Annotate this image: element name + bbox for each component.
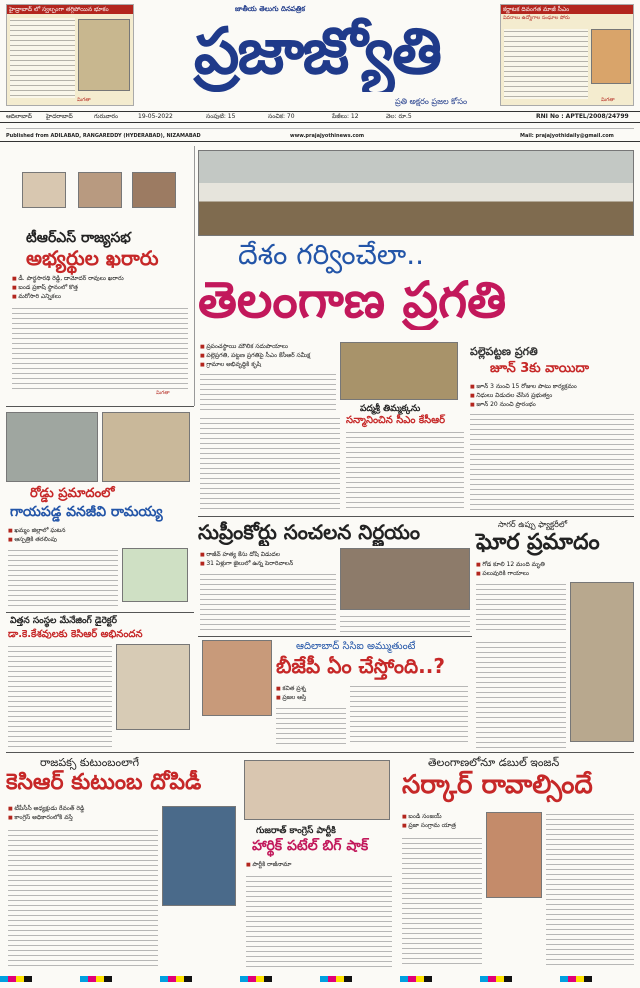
bandi-photo bbox=[486, 812, 542, 898]
road-head1: రోడ్డు ప్రమాదంలో bbox=[30, 486, 115, 501]
dateline-day: గురువారం bbox=[94, 113, 119, 120]
accident-photo-1 bbox=[6, 412, 98, 482]
dateline-place2: హైదరాబాద్ bbox=[46, 113, 73, 120]
dateline-rni: RNI No : APTEL/2008/24799 bbox=[536, 113, 629, 120]
trs-head2: అభ్యర్థుల ఖరారు bbox=[26, 246, 159, 270]
meeting-photo bbox=[198, 150, 634, 236]
portrait-3 bbox=[132, 172, 176, 208]
banner-bullet-2: ■ పల్లెప్రగతి, పట్టణ ప్రగతిపై సీఎం కేసీఆర్ సమీక్ష bbox=[200, 351, 390, 361]
masthead-slogan: ప్రతి అక్షరం ప్రజల కోసం bbox=[395, 97, 468, 106]
protest-photo bbox=[591, 29, 631, 84]
publish-url[interactable]: www.prajajyothinews.com bbox=[290, 133, 365, 139]
padma-head1: పద్మశ్రీ తిమ్మక్కను bbox=[360, 404, 421, 414]
supreme-photo bbox=[340, 548, 470, 610]
hardik-photo bbox=[244, 760, 390, 820]
supreme-bullet-1: ■ రాజీవ్ హత్య కేసు దోషి విడుదల bbox=[200, 550, 340, 560]
family-kicker: రాజపక్స కుటుంబంలాగే bbox=[40, 756, 140, 769]
accident-photo-2 bbox=[102, 412, 190, 482]
color-registration-bar bbox=[0, 976, 640, 982]
palle-head: జూన్ 3కు వాయిదా bbox=[490, 361, 589, 376]
trs-more[interactable]: మిగతా bbox=[156, 390, 170, 396]
dateline-issue: సంచిక: 70 bbox=[268, 113, 295, 120]
palle-kicker: పల్లెపట్టణ ప్రగతి bbox=[470, 345, 538, 358]
bjp-bullet-1: ■ కవిత ప్రశ్న bbox=[276, 684, 346, 694]
supreme-head: సుప్రీంకోర్టు సంచలన నిర్ణయం bbox=[198, 520, 421, 544]
sarkar-kicker: తెలంగాణలోనూ డబుల్ ఇంజన్ bbox=[428, 756, 560, 769]
supreme-bullet-2: ■ 31 ఏళ్లుగా జైలులో ఉన్న పెరారివాలన్ bbox=[200, 559, 340, 569]
publish-bar bbox=[0, 132, 640, 142]
road-bullet-1: ■ ఖమ్మం జిల్లాలో ఘటన bbox=[8, 526, 188, 536]
sarkar-head: సర్కార్ రావాల్సిందే bbox=[402, 770, 593, 800]
fire-photo bbox=[570, 582, 634, 742]
road-bullet-2: ■ ఆస్పత్రికి తరలింపు bbox=[8, 535, 188, 545]
right-teaser-sub: వివరాలు ఉద్యోగాల సంఘాల పోరు bbox=[503, 15, 570, 21]
dateline-place1: ఆదిలాబాద్ bbox=[6, 113, 32, 120]
trs-bullet-1: ■ డీ. పార్థసారథి రెడ్డి, దామోదర్ రావులు ఖరారు bbox=[12, 274, 188, 284]
fire-head: ఘోర ప్రమాదం bbox=[476, 530, 600, 555]
greet-head2: డా.కె.కేశవులకు కెసిఆర్ అభినందన bbox=[8, 629, 143, 640]
revanth-photo bbox=[162, 806, 236, 906]
right-teaser bbox=[500, 4, 634, 106]
greet-photo bbox=[116, 644, 190, 730]
right-teaser-more[interactable]: మిగతా bbox=[601, 97, 615, 103]
palle-bullet-2: ■ నిధులు విడుదల చేసిన ప్రభుత్వం bbox=[470, 391, 634, 401]
left-teaser bbox=[6, 4, 134, 106]
trs-head1: టీఆర్ఎస్ రాజ్యసభ bbox=[26, 230, 131, 246]
fire-bullet-1: ■ గోడ కూలి 12 మంది మృతి bbox=[476, 560, 634, 570]
bjp-bullet-2: ■ ప్రజల ఆస్తి bbox=[276, 693, 346, 703]
publish-places: Published from ADILABAD, RANGAREDDY (HYDERABAD), NIZAMABAD bbox=[6, 133, 201, 139]
sarkar-bullet-1: ■ బండి సంజయ్ bbox=[402, 812, 482, 822]
sarkar-bullet-2: ■ ప్రజా సంగ్రామ యాత్ర bbox=[402, 821, 482, 831]
trs-bullet-2: ■ బండ ప్రకాష్ స్థానంలో కొత్త bbox=[12, 283, 188, 293]
family-head: కెసిఆర్ కుటుంబ దోపిడీ bbox=[6, 770, 202, 795]
hardik-bullet-1: ■ పార్టీకి రాజీనామా bbox=[246, 860, 386, 870]
ramaiah-photo bbox=[122, 548, 188, 602]
greet-head1: విత్తన సంస్థల మేనేజింగ్ డైరెక్టర్ bbox=[10, 616, 117, 626]
left-teaser-head: హైద్రాబాద్ లో స్వల్పంగా తగ్గిపోయిన భూకం bbox=[7, 5, 133, 14]
publish-mail[interactable]: Mail: prajajyothidaily@gmail.com bbox=[520, 133, 614, 139]
family-bullet-2: ■ కాంగ్రెస్ అధికారంలోకి వస్తే bbox=[8, 813, 158, 823]
dateline-date: 19-05-2022 bbox=[138, 113, 173, 120]
banner-bullet-1: ■ ప్రపంచస్థాయి మౌలిక సదుపాయాలు bbox=[200, 342, 390, 352]
banner-head2: తెలంగాణ ప్రగతి bbox=[198, 271, 507, 329]
bjp-kicker: ఆదిలాబాద్ సిసిఐ అమ్ముతుంటే bbox=[296, 641, 416, 652]
dateline-price: వెల: రూ.5 bbox=[386, 113, 412, 120]
padma-photo bbox=[340, 342, 458, 400]
dateline-pages: పేజీలు: 12 bbox=[332, 113, 359, 120]
dateline-volume: సంపుటి: 15 bbox=[206, 113, 236, 120]
portrait-2 bbox=[78, 172, 122, 208]
palle-bullet-1: ■ జూన్ 3 నుంచి 15 రోజుల పాటు కార్యక్రమం bbox=[470, 382, 634, 392]
satellite-photo bbox=[78, 19, 130, 91]
bjp-head: బీజేపీ ఏం చేస్తోంది..? bbox=[276, 654, 445, 678]
portrait-1 bbox=[22, 172, 66, 208]
masthead-tagline: జాతీయ తెలుగు దినపత్రిక bbox=[235, 5, 305, 13]
trs-bullet-3: ■ మరోసారి ఎన్నికలు bbox=[12, 292, 188, 302]
family-bullet-1: ■ టీపీసీసీ అధ్యక్షుడు రేవంత్ రెడ్డి bbox=[8, 804, 158, 814]
dateline-bar bbox=[0, 111, 640, 123]
banner-bullet-3: ■ గ్రామాల అభివృద్ధికి కృషి bbox=[200, 360, 390, 370]
padma-head2: సన్మానించిన సీఎం కేసీఆర్ bbox=[346, 415, 446, 426]
hardik-kicker: గుజరాత్ కాంగ్రెస్ పార్టీకి bbox=[256, 826, 336, 836]
fire-kicker: సాగర్ ఉప్పు ఫ్యాక్టరీలో bbox=[498, 520, 568, 529]
masthead-title: ప్రజాజ్యోతి bbox=[193, 15, 441, 89]
palle-bullet-3: ■ జూన్ 20 నుంచి ప్రారంభం bbox=[470, 400, 634, 410]
banner-head1: దేశం గర్వించేలా.. bbox=[238, 238, 424, 271]
fire-bullet-2: ■ పలువురికి గాయాలు bbox=[476, 569, 634, 579]
kavitha-photo bbox=[202, 640, 272, 716]
left-teaser-more[interactable]: మిగతా bbox=[77, 97, 91, 103]
hardik-head: హార్థిక్ పటేల్ బిగ్ షాక్ bbox=[252, 838, 369, 854]
right-teaser-head: కర్ణాటక దివంగత మాజీ సీఎం bbox=[501, 5, 633, 14]
road-head2: గాయపడ్డ వనజీవి రామయ్య bbox=[10, 504, 163, 520]
trs-story bbox=[6, 146, 190, 398]
